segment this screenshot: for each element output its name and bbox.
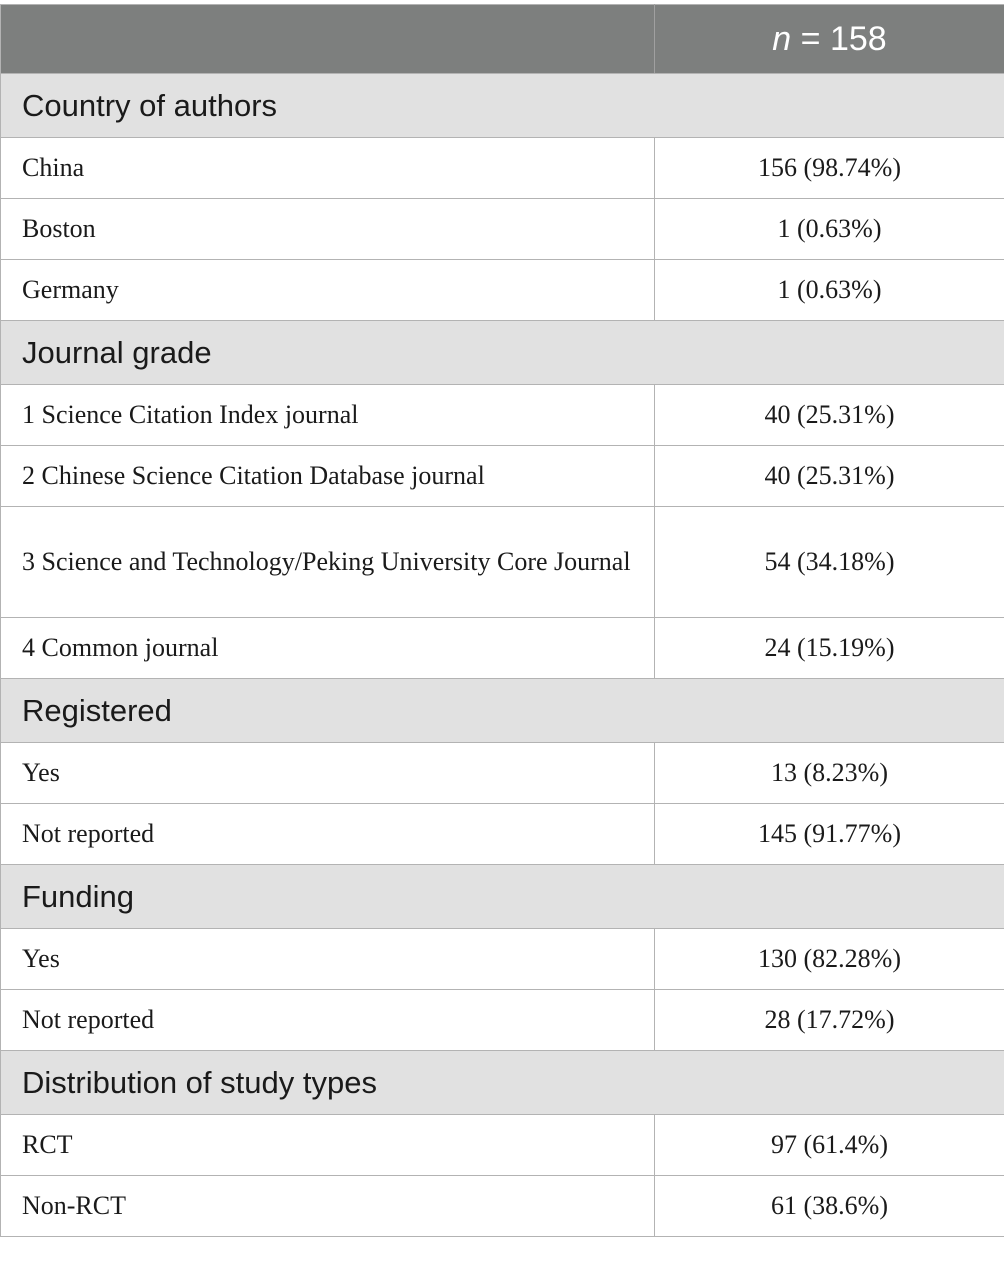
- table-row: [1, 929, 1004, 990]
- section-title: Funding: [1, 865, 1004, 929]
- table-row: [1, 990, 1004, 1051]
- row-label: RCT: [1, 1115, 655, 1176]
- n-symbol: n: [772, 19, 792, 58]
- row-value: 40 (25.31%): [655, 446, 1004, 507]
- table-row: [1, 138, 1004, 199]
- row-value: 130 (82.28%): [655, 929, 1004, 990]
- table-row: [1, 618, 1004, 679]
- characteristics-table: [0, 4, 1004, 1237]
- section-row: [1, 74, 1004, 138]
- row-label: Yes: [1, 743, 655, 804]
- header-blank-cell: [1, 5, 655, 74]
- row-value: 61 (38.6%): [655, 1176, 1004, 1237]
- row-label: 1 Science Citation Index journal: [1, 385, 655, 446]
- sample-size-header: [655, 5, 1004, 74]
- row-value: 24 (15.19%): [655, 618, 1004, 679]
- row-label: 3 Science and Technology/Peking University Core Journal: [1, 507, 655, 618]
- section-row: [1, 1051, 1004, 1115]
- section-row: [1, 865, 1004, 929]
- table-row: [1, 1176, 1004, 1237]
- section-row: [1, 679, 1004, 743]
- row-label: 2 Chinese Science Citation Database journal: [1, 446, 655, 507]
- section-title: Registered: [1, 679, 1004, 743]
- row-value: 13 (8.23%): [655, 743, 1004, 804]
- row-label: Germany: [1, 260, 655, 321]
- row-value: 1 (0.63%): [655, 199, 1004, 260]
- row-label: Boston: [1, 199, 655, 260]
- table-row: [1, 260, 1004, 321]
- table-row: [1, 804, 1004, 865]
- row-value: 1 (0.63%): [655, 260, 1004, 321]
- table-row: [1, 385, 1004, 446]
- row-value: 156 (98.74%): [655, 138, 1004, 199]
- row-value: 145 (91.77%): [655, 804, 1004, 865]
- table-row: [1, 199, 1004, 260]
- table-row: [1, 743, 1004, 804]
- row-label: 4 Common journal: [1, 618, 655, 679]
- section-title: Country of authors: [1, 74, 1004, 138]
- section-title: Journal grade: [1, 321, 1004, 385]
- row-value: 54 (34.18%): [655, 507, 1004, 618]
- row-label: Not reported: [1, 804, 655, 865]
- table-row: [1, 1115, 1004, 1176]
- section-title: Distribution of study types: [1, 1051, 1004, 1115]
- row-label: Non-RCT: [1, 1176, 655, 1237]
- row-label: Yes: [1, 929, 655, 990]
- table-row: [1, 507, 1004, 618]
- table-header-row: [1, 5, 1004, 74]
- row-value: 40 (25.31%): [655, 385, 1004, 446]
- section-row: [1, 321, 1004, 385]
- row-value: 97 (61.4%): [655, 1115, 1004, 1176]
- table-row: [1, 446, 1004, 507]
- row-value: 28 (17.72%): [655, 990, 1004, 1051]
- row-label: China: [1, 138, 655, 199]
- row-label: Not reported: [1, 990, 655, 1051]
- n-value: = 158: [791, 19, 887, 58]
